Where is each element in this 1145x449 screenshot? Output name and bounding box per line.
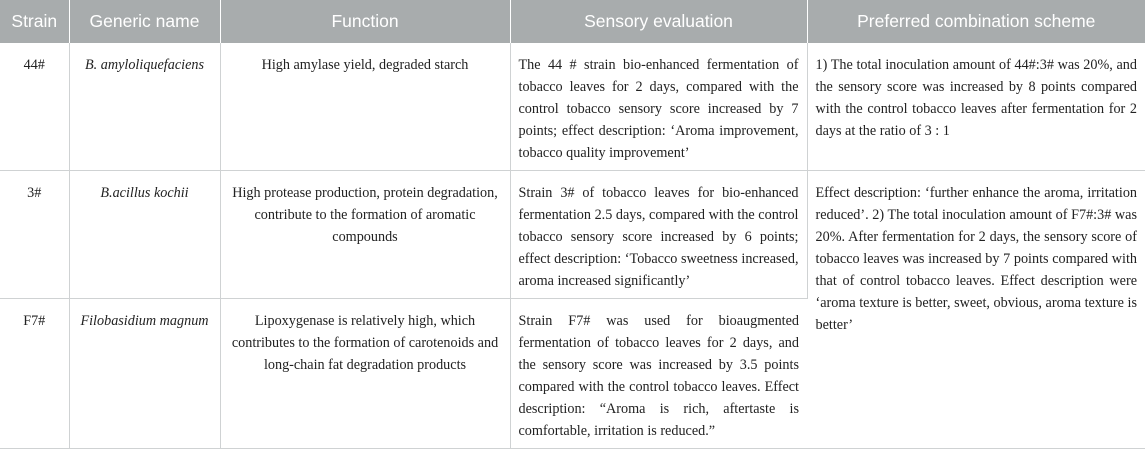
header-strain: Strain [0,0,69,43]
header-function: Function [220,0,510,43]
table-body [0,43,1145,449]
cell-combination-scheme: Effect description: ‘further enhance the aroma, irritation reduced’. 2) The total inoculation amount of F7#:3# was 20%. After fermentation for 2 days, the sensory score of tobacco leaves was increased by 7 points compared with that of control tobacco leaves. Effect description were ‘aroma texture is better, sweet, obvious, aroma texture is better’ [807,171,1145,449]
header-sensory-evaluation: Sensory evaluation [510,0,807,43]
cell-function: High amylase yield, degraded starch [220,43,510,171]
cell-function: High protease production, protein degradation, contribute to the formation of aromatic compounds [220,171,510,299]
cell-strain: 44# [0,43,69,171]
header-row [0,0,1145,43]
cell-strain: 3# [0,171,69,299]
cell-strain: F7# [0,299,69,449]
cell-generic-name: Filobasidium magnum [69,299,220,449]
header-generic-name: Generic name [69,0,220,43]
cell-sensory-evaluation: Strain F7# was used for bioaugmented fermentation of tobacco leaves for 2 days, and the sensory score was increased by 3.5 points compared with the control tobacco leaves. Effect description: “Aroma is rich, aftertaste is comfortable, irritation is reduced.” [510,299,807,449]
table-header [0,0,1145,43]
cell-generic-name: B. amyloliquefaciens [69,43,220,171]
cell-sensory-evaluation: The 44 # strain bio-enhanced fermentation of tobacco leaves for 2 days, compared with the control tobacco sensory score increased by 7 points; effect description: ‘Aroma improvement, tobacco quality improvement’ [510,43,807,171]
table-row [0,43,1145,171]
header-combination-scheme: Preferred combination scheme [807,0,1145,43]
cell-generic-name: B.acillus kochii [69,171,220,299]
cell-combination-scheme: 1) The total inoculation amount of 44#:3# was 20%, and the sensory score was increased by 8 points compared with the control tobacco leaves after fermentation for 2 days at the ratio of 3 : 1 [807,43,1145,171]
cell-function: Lipoxygenase is relatively high, which contributes to the formation of carotenoids and long-chain fat degradation products [220,299,510,449]
table-row [0,171,1145,299]
cell-sensory-evaluation: Strain 3# of tobacco leaves for bio-enhanced fermentation 2.5 days, compared with the control tobacco sensory score increased by 6 points; effect description: ‘Tobacco sweetness increased, aroma increased significantly’ [510,171,807,299]
